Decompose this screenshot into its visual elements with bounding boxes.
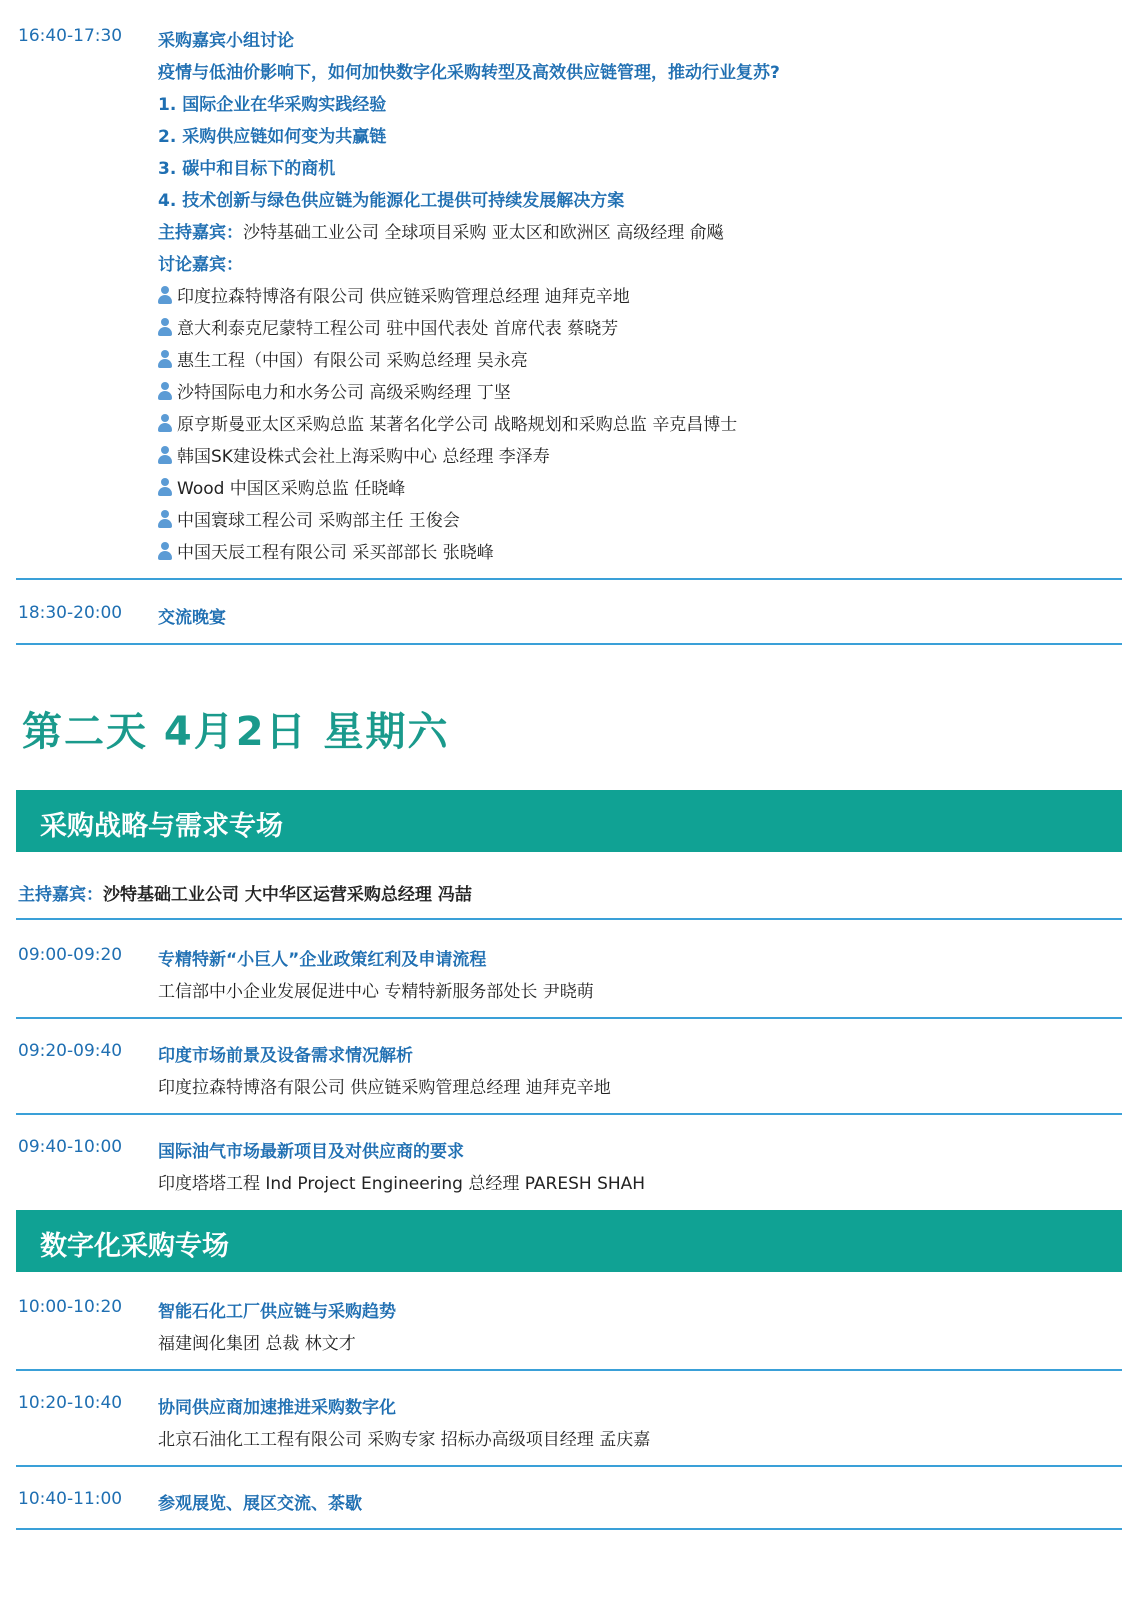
divider xyxy=(16,1528,1122,1530)
host-name: 沙特基础工业公司 大中华区运营采购总经理 冯喆 xyxy=(103,885,472,905)
day-heading: 第二天 4月2日 星期六 xyxy=(22,709,450,755)
session-title: 参观展览、展区交流、茶歇 xyxy=(158,1494,362,1514)
session-time: 18:30-20:00 xyxy=(18,603,123,623)
person-icon xyxy=(158,286,172,304)
person-icon xyxy=(158,542,172,560)
panelist-item xyxy=(158,442,550,467)
session-time: 09:40-10:00 xyxy=(18,1137,123,1157)
person-icon xyxy=(158,446,172,464)
session-time: 10:20-10:40 xyxy=(18,1393,123,1413)
person-icon xyxy=(158,318,172,336)
panelist-item xyxy=(158,314,618,339)
panelist-name: Wood 中国区采购总监 任晓峰 xyxy=(177,479,406,499)
section-bar-strategy xyxy=(16,790,1122,852)
panelist-item xyxy=(158,410,737,435)
session-title: 采购嘉宾小组讨论 xyxy=(158,31,294,51)
topic-item: 1. 国际企业在华采购实践经验 xyxy=(158,95,387,115)
person-icon xyxy=(158,510,172,528)
panelist-item xyxy=(158,378,511,403)
panelist-name: 原亨斯曼亚太区采购总监 某著名化学公司 战略规划和采购总监 辛克昌博士 xyxy=(177,415,738,435)
session-title: 印度市场前景及设备需求情况解析 xyxy=(158,1046,413,1066)
panelist-name: 中国寰球工程公司 采购部主任 王俊会 xyxy=(177,511,460,531)
panel-label: 讨论嘉宾： xyxy=(158,255,243,275)
host-name: 沙特基础工业公司 全球项目采购 亚太区和欧洲区 高级经理 俞飚 xyxy=(243,223,724,243)
session-time: 09:00-09:20 xyxy=(18,945,123,965)
person-icon xyxy=(158,382,172,400)
session-time: 10:40-11:00 xyxy=(18,1489,123,1509)
panelist-item xyxy=(158,474,405,499)
person-icon xyxy=(158,350,172,368)
topic-item: 3. 碳中和目标下的商机 xyxy=(158,159,336,179)
host-label: 主持嘉宾： xyxy=(158,223,243,243)
session-title: 协同供应商加速推进采购数字化 xyxy=(158,1398,396,1418)
speaker-line: 印度塔塔工程 Ind Project Engineering 总经理 PARESH SHAH xyxy=(158,1174,646,1194)
person-icon xyxy=(158,478,172,496)
divider xyxy=(16,918,1122,920)
session-title: 专精特新“小巨人”企业政策红利及申请流程 xyxy=(158,950,487,970)
divider xyxy=(16,643,1122,645)
section-host xyxy=(18,880,472,905)
session-time: 10:00-10:20 xyxy=(18,1297,123,1317)
session-title: 国际油气市场最新项目及对供应商的要求 xyxy=(158,1142,464,1162)
person-icon xyxy=(158,414,172,432)
topic-item: 4. 技术创新与绿色供应链为能源化工提供可持续发展解决方案 xyxy=(158,191,625,211)
host-label: 主持嘉宾： xyxy=(18,885,103,905)
panelist-item xyxy=(158,538,494,563)
session-title: 智能石化工厂供应链与采购趋势 xyxy=(158,1302,396,1322)
session-time: 16:40-17:30 xyxy=(18,26,123,46)
section-title: 采购战略与需求专场 xyxy=(40,811,283,842)
panelist-name: 意大利泰克尼蒙特工程公司 驻中国代表处 首席代表 蔡晓芳 xyxy=(177,319,619,339)
speaker-line: 印度拉森特博洛有限公司 供应链采购管理总经理 迪拜克辛地 xyxy=(158,1078,611,1098)
topic-item: 2. 采购供应链如何变为共赢链 xyxy=(158,127,387,147)
panelist-name: 沙特国际电力和水务公司 高级采购经理 丁坚 xyxy=(177,383,511,403)
divider xyxy=(16,1369,1122,1371)
section-title: 数字化采购专场 xyxy=(40,1231,229,1262)
divider xyxy=(16,1017,1122,1019)
speaker-line: 工信部中小企业发展促进中心 专精特新服务部处长 尹晓萌 xyxy=(158,982,594,1002)
panelist-name: 印度拉森特博洛有限公司 供应链采购管理总经理 迪拜克辛地 xyxy=(177,287,630,307)
panelist-name: 惠生工程（中国）有限公司 采购总经理 吴永亮 xyxy=(177,351,528,371)
panelist-name: 韩国SK建设株式会社上海采购中心 总经理 李泽寿 xyxy=(177,447,550,467)
speaker-line: 福建闽化集团 总裁 林文才 xyxy=(158,1334,356,1354)
session-subtitle: 疫情与低油价影响下，如何加快数字化采购转型及高效供应链管理，推动行业复苏? xyxy=(158,63,780,83)
session-time: 09:20-09:40 xyxy=(18,1041,123,1061)
speaker-line: 北京石油化工工程有限公司 采购专家 招标办高级项目经理 孟庆嘉 xyxy=(158,1430,651,1450)
panelist-item xyxy=(158,506,460,531)
divider xyxy=(16,1113,1122,1115)
session-title: 交流晚宴 xyxy=(158,608,226,628)
panelist-item xyxy=(158,282,630,307)
panelist-name: 中国天辰工程有限公司 采买部部长 张晓峰 xyxy=(177,543,494,563)
divider xyxy=(16,578,1122,580)
panelist-item xyxy=(158,346,528,371)
divider xyxy=(16,1465,1122,1467)
host-line xyxy=(158,218,724,243)
section-bar-digital xyxy=(16,1210,1122,1272)
